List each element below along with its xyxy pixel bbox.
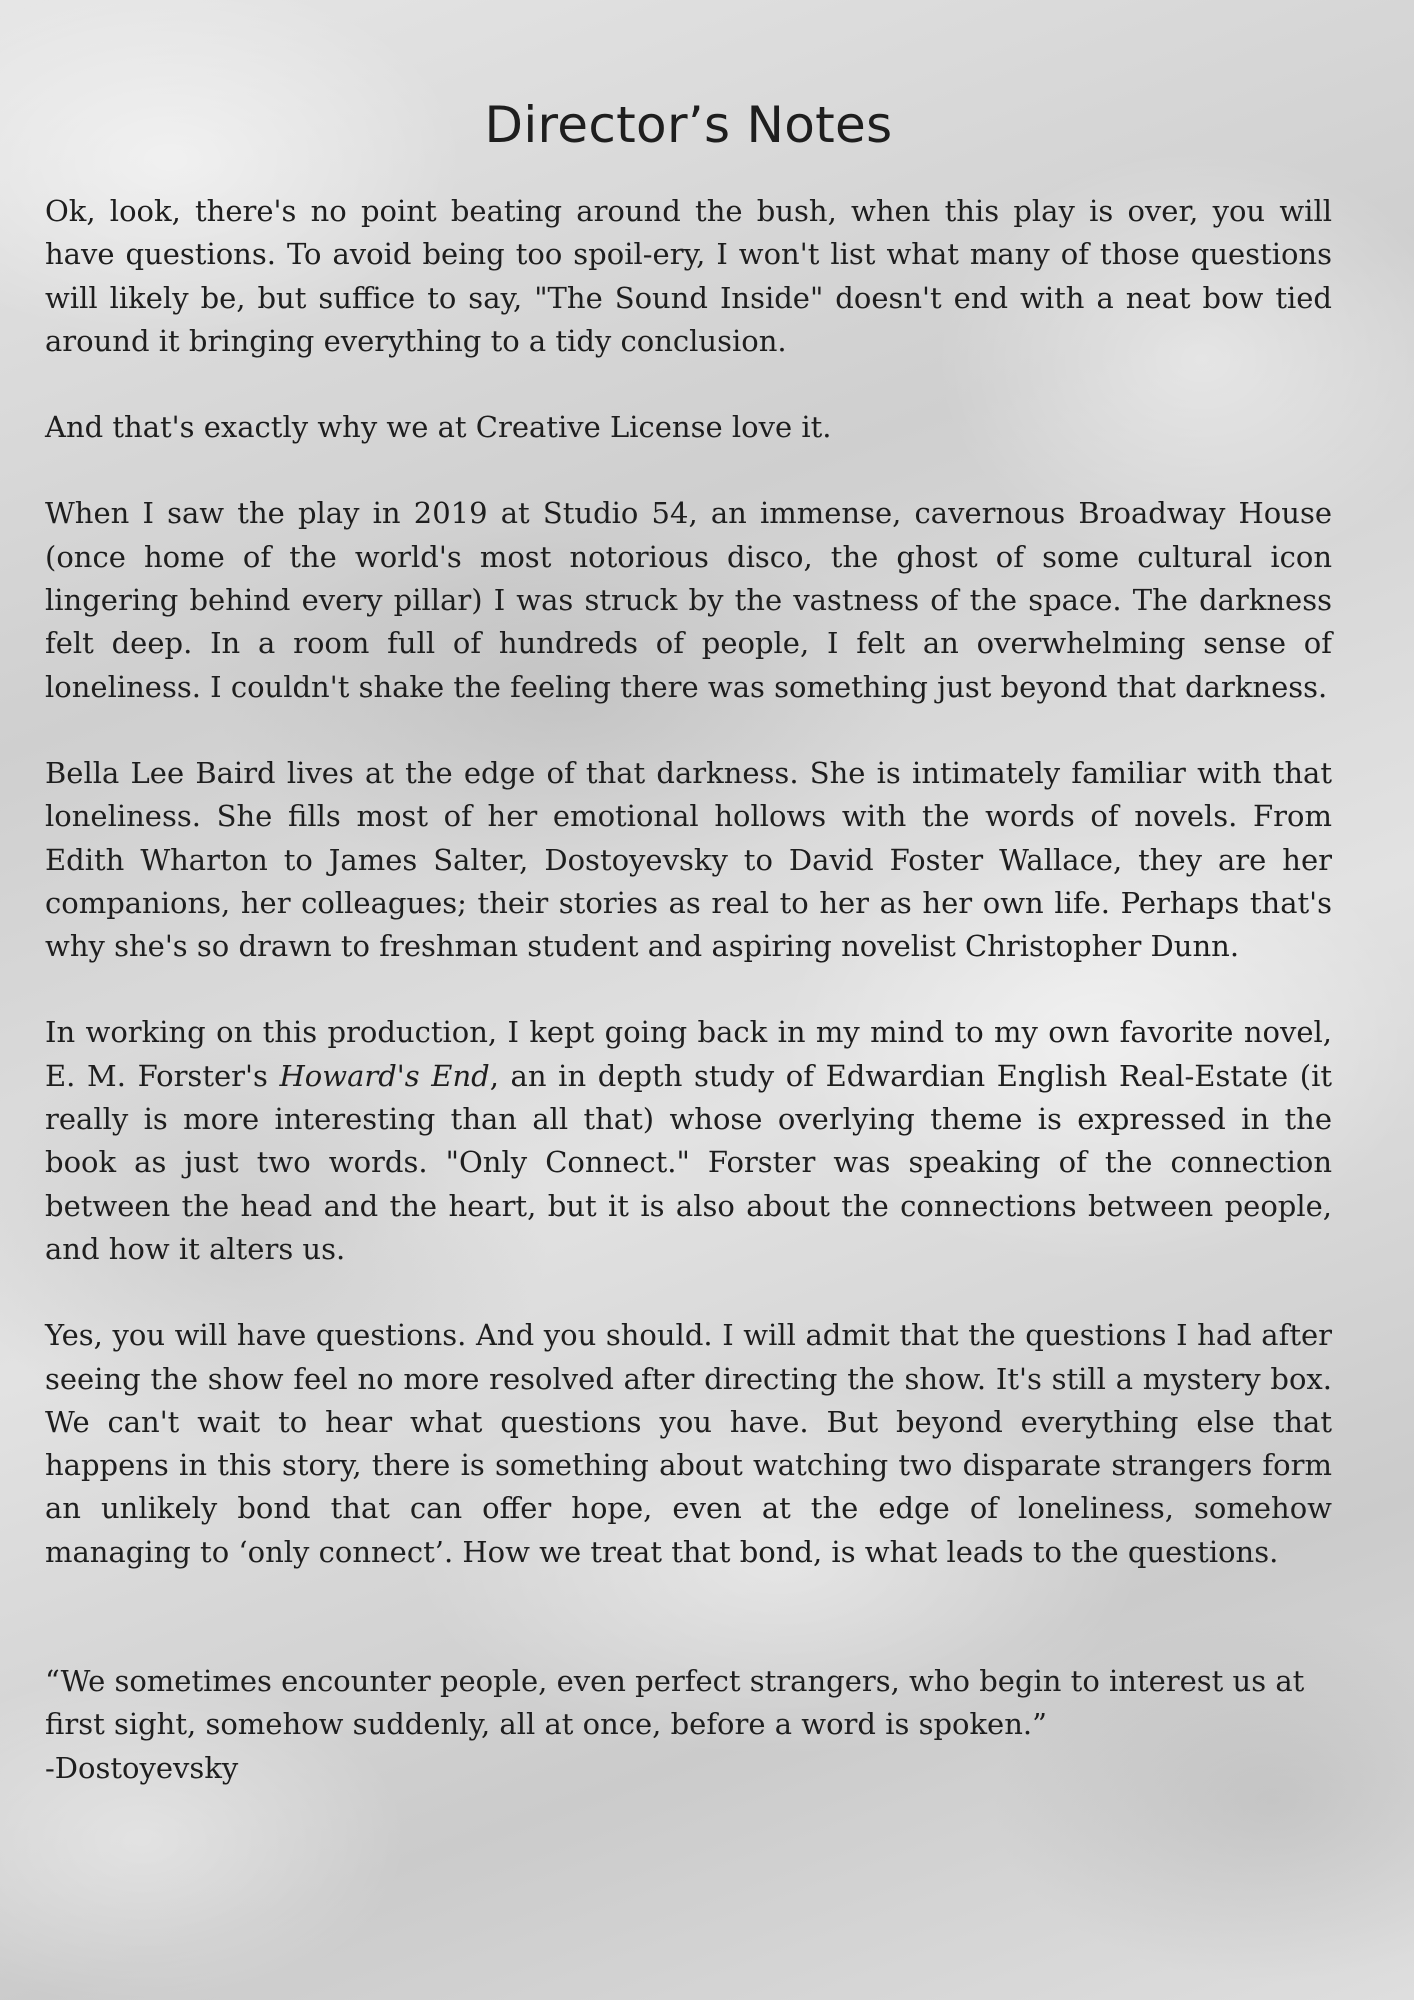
paragraph-questions: Yes, you will have questions. And you should. I will admit that the questions I had after seeing the show feel no more resolved after directing the show. It's still a mystery box. We can't wait to hear what questions you have. But beyond everything else that happens in this story, there is something about watching two disparate strangers form an unlikely bond that can offer hope, even at the edge of loneliness, somehow managing to ‘only connect’. How we treat that bond, is what leads to the questions. bbox=[45, 1318, 1332, 1569]
quote-attribution: -Dostoyevsky bbox=[45, 1750, 239, 1785]
paragraph-forster-lead: In working on this production, I kept going back in my mind to my own favorite novel, E. M. Forster's bbox=[45, 1015, 1332, 1093]
paragraph-forster-rest: , an in depth study of Edwardian English Real-Estate (it really is more interesting than all that) whose overlying theme is expressed in the book as just two words. "Only Connect." Forster was speaking of the connection between the head and the heart, but it is also about the connections between people, and how it alters us. bbox=[45, 1058, 1333, 1266]
book-title-howards-end: Howard's End bbox=[279, 1058, 490, 1093]
closing-quote: “We sometimes encounter people, even perfect strangers, who begin to interest us at first sight, somehow suddenly, all at once, before a word is spoken.” bbox=[45, 1664, 1305, 1742]
paragraph-bella-lee-baird: Bella Lee Baird lives at the edge of that darkness. She is intimately familiar with that loneliness. She fills most of her emotional hollows with the words of novels. From Edith Wharton to James Salter, Dostoyevsky to David Foster Wallace, they are her companions, her colleagues; their stories as real to her as her own life. Perhaps that's why she's so drawn to freshman student and aspiring novelist Christopher Dunn. bbox=[45, 755, 1332, 964]
paragraph-intro: Ok, look, there's no point beating around the bush, when this play is over, you will have questions. To avoid being too spoil-ery, I won't list what many of those questions will likely be, but suffice to say, "The Sound Inside" doesn't end with a neat bow tied around it bringing everything to a tidy conclusion. bbox=[45, 194, 1332, 358]
paragraph-studio-54: When I saw the play in 2019 at Studio 54, an immense, cavernous Broadway House (once home of the world's most notorious disco, the ghost of some cultural icon lingering behind every pillar) I was struck by the vastness of the space. The darkness felt deep. In a room full of hundreds of people, I felt an overwhelming sense of loneliness. I couldn't shake the feeling there was something just beyond that darkness. bbox=[45, 496, 1332, 704]
paragraph-forster bbox=[45, 1011, 1332, 1271]
page-title: Director’s Notes bbox=[484, 96, 893, 154]
paragraph-creative-license: And that's exactly why we at Creative License love it. bbox=[45, 410, 832, 445]
directors-notes-page bbox=[45, 88, 1332, 1790]
